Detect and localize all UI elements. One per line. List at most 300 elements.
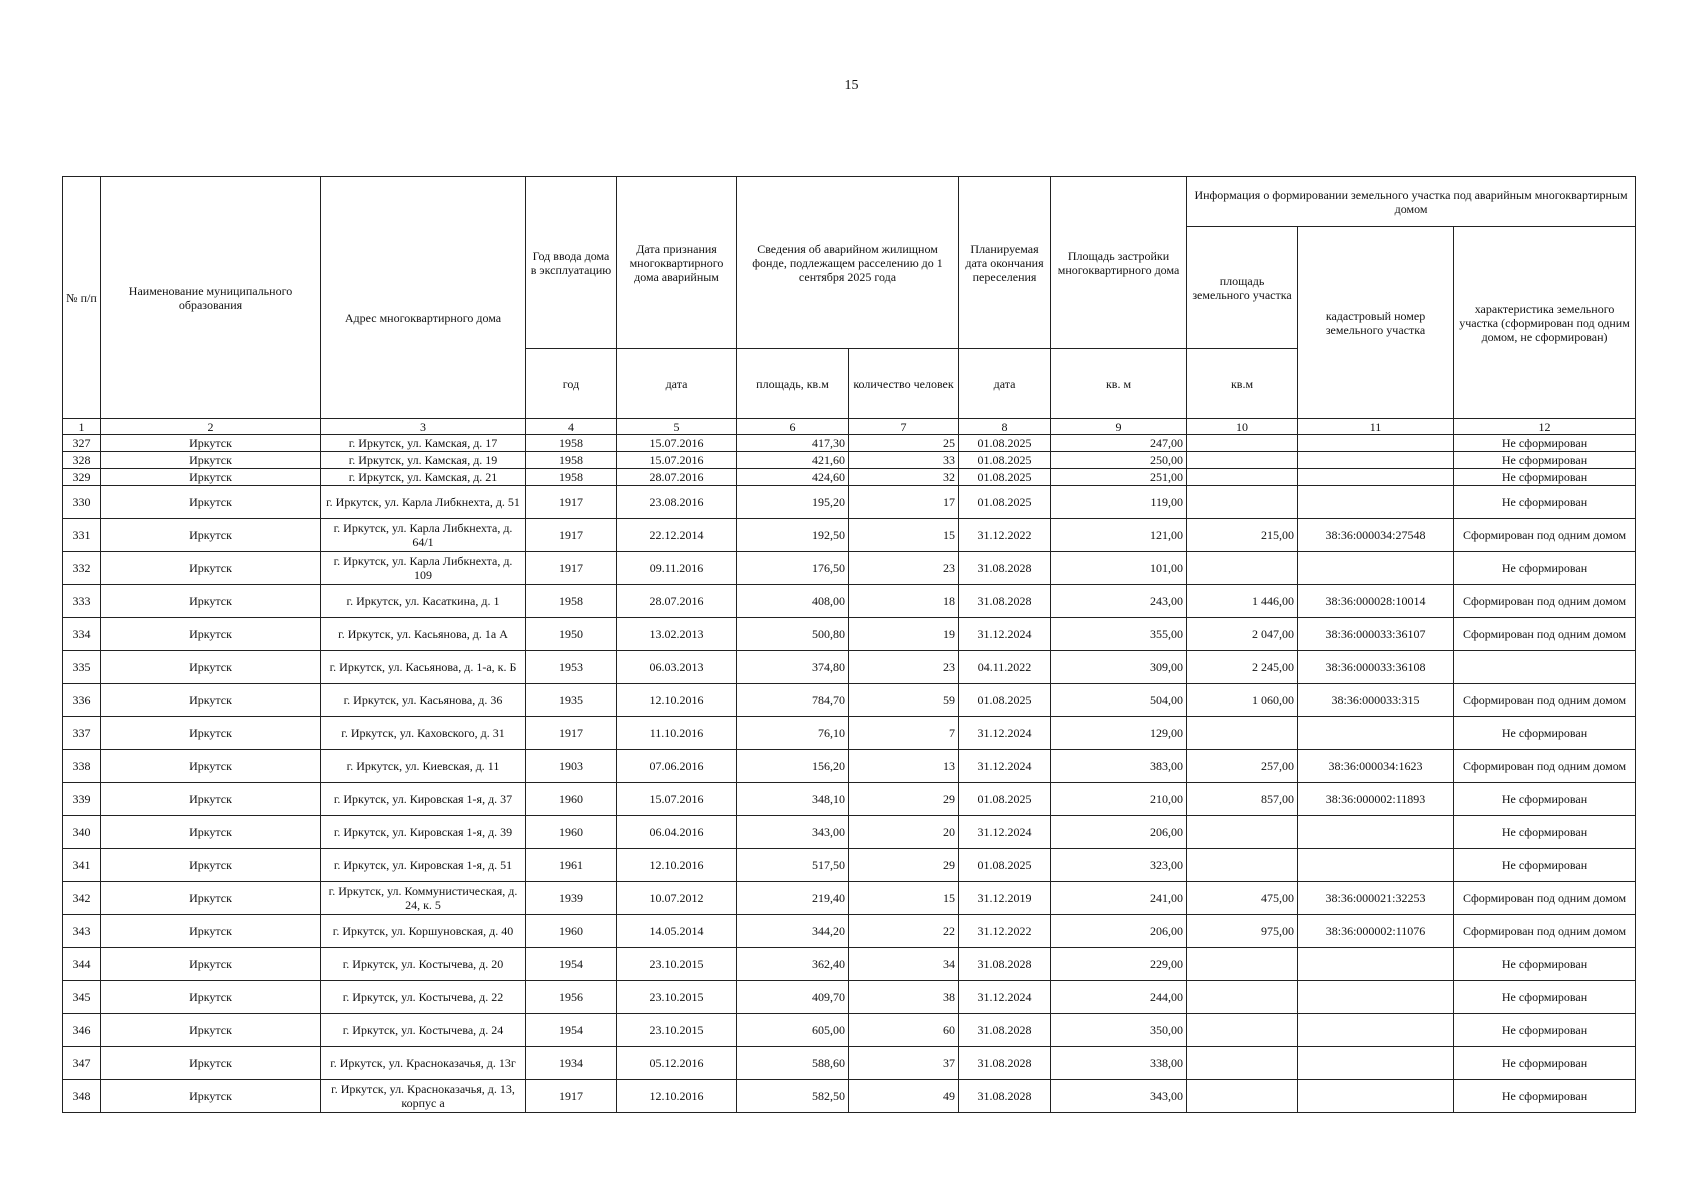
cell-planned-end: 31.08.2028 <box>959 1080 1051 1113</box>
cell-address: г. Иркутск, ул. Костычева, д. 24 <box>321 1014 526 1047</box>
cell-municipality: Иркутск <box>101 816 321 849</box>
cell-planned-end: 31.08.2028 <box>959 948 1051 981</box>
cell-year: 1917 <box>526 717 617 750</box>
cell-people: 15 <box>849 519 959 552</box>
table-row <box>63 948 1636 981</box>
cell-address: г. Иркутск, ул. Камская, д. 21 <box>321 469 526 486</box>
cell-municipality: Иркутск <box>101 717 321 750</box>
cell-area: 176,50 <box>737 552 849 585</box>
unit-sqm-land: кв.м <box>1187 349 1298 419</box>
cell-year: 1960 <box>526 816 617 849</box>
table-row <box>63 816 1636 849</box>
cell-land-area <box>1187 435 1298 452</box>
cell-land-area <box>1187 1047 1298 1080</box>
cell-cadastral: 38:36:000028:10014 <box>1298 585 1454 618</box>
cell-area: 219,40 <box>737 882 849 915</box>
cell-year: 1917 <box>526 1080 617 1113</box>
header-municipality: Наименование муниципального образования <box>101 177 321 419</box>
cell-area: 156,20 <box>737 750 849 783</box>
cell-cadastral <box>1298 452 1454 469</box>
cell-year: 1934 <box>526 1047 617 1080</box>
cell-area: 417,30 <box>737 435 849 452</box>
cell-people: 25 <box>849 435 959 452</box>
cell-building-area: 251,00 <box>1051 469 1187 486</box>
cell-planned-end: 31.12.2024 <box>959 618 1051 651</box>
cell-land-status: Не сформирован <box>1454 452 1636 469</box>
column-number: 8 <box>959 419 1051 435</box>
cell-address: г. Иркутск, ул. Касьянова, д. 36 <box>321 684 526 717</box>
cell-people: 22 <box>849 915 959 948</box>
header-address: Адрес многоквартирного дома <box>321 177 526 419</box>
cell-land-area: 975,00 <box>1187 915 1298 948</box>
header-planned-end: Планируемая дата окончания переселения <box>959 177 1051 349</box>
cell-num: 346 <box>63 1014 101 1047</box>
cell-people: 23 <box>849 651 959 684</box>
cell-recognition-date: 11.10.2016 <box>617 717 737 750</box>
cell-people: 23 <box>849 552 959 585</box>
cell-num: 328 <box>63 452 101 469</box>
cell-num: 335 <box>63 651 101 684</box>
cell-building-area: 343,00 <box>1051 1080 1187 1113</box>
cell-cadastral <box>1298 486 1454 519</box>
cell-people: 38 <box>849 981 959 1014</box>
cell-address: г. Иркутск, ул. Кировская 1-я, д. 39 <box>321 816 526 849</box>
cell-planned-end: 31.08.2028 <box>959 1047 1051 1080</box>
cell-people: 18 <box>849 585 959 618</box>
cell-address: г. Иркутск, ул. Костычева, д. 22 <box>321 981 526 1014</box>
cell-land-status: Не сформирован <box>1454 849 1636 882</box>
cell-cadastral <box>1298 469 1454 486</box>
unit-people: количество человек <box>849 349 959 419</box>
unit-area: площадь, кв.м <box>737 349 849 419</box>
cell-land-status: Сформирован под одним домом <box>1454 684 1636 717</box>
cell-people: 13 <box>849 750 959 783</box>
cell-year: 1961 <box>526 849 617 882</box>
cell-recognition-date: 23.10.2015 <box>617 1014 737 1047</box>
cell-area: 76,10 <box>737 717 849 750</box>
cell-address: г. Иркутск, ул. Киевская, д. 11 <box>321 750 526 783</box>
cell-municipality: Иркутск <box>101 783 321 816</box>
cell-planned-end: 01.08.2025 <box>959 849 1051 882</box>
column-number: 6 <box>737 419 849 435</box>
cell-land-status: Не сформирован <box>1454 981 1636 1014</box>
cell-building-area: 244,00 <box>1051 981 1187 1014</box>
cell-recognition-date: 23.10.2015 <box>617 981 737 1014</box>
cell-planned-end: 04.11.2022 <box>959 651 1051 684</box>
cell-building-area: 323,00 <box>1051 849 1187 882</box>
cell-land-status: Сформирован под одним домом <box>1454 882 1636 915</box>
cell-land-status: Не сформирован <box>1454 1014 1636 1047</box>
cell-recognition-date: 12.10.2016 <box>617 684 737 717</box>
column-number: 1 <box>63 419 101 435</box>
table-row <box>63 618 1636 651</box>
column-numbers-row <box>63 419 1636 435</box>
cell-municipality: Иркутск <box>101 469 321 486</box>
cell-municipality: Иркутск <box>101 435 321 452</box>
cell-planned-end: 31.12.2024 <box>959 816 1051 849</box>
cell-year: 1958 <box>526 585 617 618</box>
table-row <box>63 783 1636 816</box>
cell-area: 374,80 <box>737 651 849 684</box>
table-row <box>63 1014 1636 1047</box>
table-row <box>63 1047 1636 1080</box>
cell-area: 517,50 <box>737 849 849 882</box>
cell-recognition-date: 10.07.2012 <box>617 882 737 915</box>
cell-land-status: Сформирован под одним домом <box>1454 915 1636 948</box>
table-row <box>63 651 1636 684</box>
cell-area: 588,60 <box>737 1047 849 1080</box>
cell-municipality: Иркутск <box>101 1080 321 1113</box>
cell-recognition-date: 15.07.2016 <box>617 435 737 452</box>
cell-num: 337 <box>63 717 101 750</box>
cell-planned-end: 01.08.2025 <box>959 684 1051 717</box>
cell-recognition-date: 13.02.2013 <box>617 618 737 651</box>
cell-cadastral: 38:36:000033:315 <box>1298 684 1454 717</box>
cell-land-status: Не сформирован <box>1454 717 1636 750</box>
cell-year: 1956 <box>526 981 617 1014</box>
cell-year: 1954 <box>526 1014 617 1047</box>
column-number: 7 <box>849 419 959 435</box>
cell-land-status: Не сформирован <box>1454 486 1636 519</box>
cell-num: 331 <box>63 519 101 552</box>
cell-people: 34 <box>849 948 959 981</box>
cell-address: г. Иркутск, ул. Кировская 1-я, д. 51 <box>321 849 526 882</box>
column-number: 9 <box>1051 419 1187 435</box>
cell-building-area: 206,00 <box>1051 816 1187 849</box>
cell-recognition-date: 05.12.2016 <box>617 1047 737 1080</box>
header-recognition-date: Дата признания многоквартирного дома аварийным <box>617 177 737 349</box>
cell-area: 582,50 <box>737 1080 849 1113</box>
cell-area: 192,50 <box>737 519 849 552</box>
cell-cadastral <box>1298 1014 1454 1047</box>
cell-land-status: Сформирован под одним домом <box>1454 618 1636 651</box>
column-number: 11 <box>1298 419 1454 435</box>
cell-recognition-date: 09.11.2016 <box>617 552 737 585</box>
cell-num: 348 <box>63 1080 101 1113</box>
cell-building-area: 119,00 <box>1051 486 1187 519</box>
cell-area: 362,40 <box>737 948 849 981</box>
cell-municipality: Иркутск <box>101 849 321 882</box>
cell-land-status: Сформирован под одним домом <box>1454 519 1636 552</box>
cell-address: г. Иркутск, ул. Красноказачья, д. 13, корпус а <box>321 1080 526 1113</box>
cell-planned-end: 31.12.2022 <box>959 915 1051 948</box>
cell-land-status: Не сформирован <box>1454 435 1636 452</box>
cell-building-area: 355,00 <box>1051 618 1187 651</box>
table-header <box>63 177 1636 435</box>
cell-municipality: Иркутск <box>101 452 321 469</box>
cell-people: 7 <box>849 717 959 750</box>
cell-building-area: 241,00 <box>1051 882 1187 915</box>
cell-people: 37 <box>849 1047 959 1080</box>
cell-cadastral <box>1298 1047 1454 1080</box>
cell-land-area <box>1187 948 1298 981</box>
column-number: 10 <box>1187 419 1298 435</box>
header-emergency-info: Сведения об аварийном жилищном фонде, подлежащем расселению до 1 сентября 2025 года <box>737 177 959 349</box>
cell-num: 327 <box>63 435 101 452</box>
cell-cadastral <box>1298 849 1454 882</box>
cell-area: 421,60 <box>737 452 849 469</box>
cell-address: г. Иркутск, ул. Костычева, д. 20 <box>321 948 526 981</box>
cell-building-area: 229,00 <box>1051 948 1187 981</box>
cell-municipality: Иркутск <box>101 552 321 585</box>
cell-building-area: 243,00 <box>1051 585 1187 618</box>
cell-cadastral: 38:36:000002:11893 <box>1298 783 1454 816</box>
table-row <box>63 849 1636 882</box>
cell-municipality: Иркутск <box>101 915 321 948</box>
cell-people: 20 <box>849 816 959 849</box>
cell-year: 1960 <box>526 915 617 948</box>
cell-people: 19 <box>849 618 959 651</box>
cell-area: 784,70 <box>737 684 849 717</box>
cell-planned-end: 31.12.2024 <box>959 750 1051 783</box>
cell-area: 605,00 <box>737 1014 849 1047</box>
cell-address: г. Иркутск, ул. Касаткина, д. 1 <box>321 585 526 618</box>
cell-num: 344 <box>63 948 101 981</box>
cell-planned-end: 01.08.2025 <box>959 469 1051 486</box>
cell-planned-end: 01.08.2025 <box>959 452 1051 469</box>
cell-address: г. Иркутск, ул. Касьянова, д. 1-а, к. Б <box>321 651 526 684</box>
cell-area: 408,00 <box>737 585 849 618</box>
header-land-status: характеристика земельного участка (сформирован под одним домом, не сформирован) <box>1454 227 1636 419</box>
cell-land-area: 857,00 <box>1187 783 1298 816</box>
cell-building-area: 121,00 <box>1051 519 1187 552</box>
cell-land-status: Сформирован под одним домом <box>1454 585 1636 618</box>
column-number: 4 <box>526 419 617 435</box>
cell-area: 424,60 <box>737 469 849 486</box>
cell-building-area: 210,00 <box>1051 783 1187 816</box>
cell-land-area: 1 060,00 <box>1187 684 1298 717</box>
cell-year: 1960 <box>526 783 617 816</box>
cell-num: 334 <box>63 618 101 651</box>
cell-land-area <box>1187 452 1298 469</box>
table-row <box>63 486 1636 519</box>
cell-recognition-date: 12.10.2016 <box>617 1080 737 1113</box>
table-row <box>63 750 1636 783</box>
cell-address: г. Иркутск, ул. Карла Либкнехта, д. 51 <box>321 486 526 519</box>
cell-land-area: 2 245,00 <box>1187 651 1298 684</box>
cell-area: 348,10 <box>737 783 849 816</box>
cell-cadastral <box>1298 552 1454 585</box>
cell-num: 329 <box>63 469 101 486</box>
cell-address: г. Иркутск, ул. Красноказачья, д. 13г <box>321 1047 526 1080</box>
cell-planned-end: 31.08.2028 <box>959 1014 1051 1047</box>
table-row <box>63 882 1636 915</box>
cell-recognition-date: 28.07.2016 <box>617 469 737 486</box>
cell-address: г. Иркутск, ул. Камская, д. 17 <box>321 435 526 452</box>
cell-people: 17 <box>849 486 959 519</box>
unit-date-end: дата <box>959 349 1051 419</box>
header-land-area: площадь земельного участка <box>1187 227 1298 349</box>
cell-num: 342 <box>63 882 101 915</box>
cell-cadastral: 38:36:000002:11076 <box>1298 915 1454 948</box>
cell-year: 1954 <box>526 948 617 981</box>
unit-date: дата <box>617 349 737 419</box>
header-building-area: Площадь застройки многоквартирного дома <box>1051 177 1187 349</box>
cell-municipality: Иркутск <box>101 882 321 915</box>
cell-recognition-date: 22.12.2014 <box>617 519 737 552</box>
cell-building-area: 338,00 <box>1051 1047 1187 1080</box>
cell-building-area: 383,00 <box>1051 750 1187 783</box>
cell-cadastral: 38:36:000021:32253 <box>1298 882 1454 915</box>
cell-num: 332 <box>63 552 101 585</box>
cell-recognition-date: 28.07.2016 <box>617 585 737 618</box>
table-row <box>63 915 1636 948</box>
cell-planned-end: 01.08.2025 <box>959 486 1051 519</box>
cell-building-area: 350,00 <box>1051 1014 1187 1047</box>
cell-num: 330 <box>63 486 101 519</box>
column-number: 3 <box>321 419 526 435</box>
table-row <box>63 981 1636 1014</box>
cell-recognition-date: 23.08.2016 <box>617 486 737 519</box>
cell-building-area: 504,00 <box>1051 684 1187 717</box>
unit-year: год <box>526 349 617 419</box>
cell-people: 60 <box>849 1014 959 1047</box>
cell-address: г. Иркутск, ул. Коршуновская, д. 40 <box>321 915 526 948</box>
cell-municipality: Иркутск <box>101 486 321 519</box>
cell-land-area: 215,00 <box>1187 519 1298 552</box>
cell-land-area <box>1187 981 1298 1014</box>
cell-municipality: Иркутск <box>101 684 321 717</box>
cell-year: 1950 <box>526 618 617 651</box>
unit-sqm: кв. м <box>1051 349 1187 419</box>
cell-address: г. Иркутск, ул. Карла Либкнехта, д. 109 <box>321 552 526 585</box>
cell-recognition-date: 06.04.2016 <box>617 816 737 849</box>
cell-municipality: Иркутск <box>101 948 321 981</box>
column-number: 2 <box>101 419 321 435</box>
cell-year: 1958 <box>526 469 617 486</box>
cell-municipality: Иркутск <box>101 651 321 684</box>
cell-building-area: 247,00 <box>1051 435 1187 452</box>
cell-land-status: Не сформирован <box>1454 1047 1636 1080</box>
cell-planned-end: 31.08.2028 <box>959 552 1051 585</box>
cell-cadastral: 38:36:000033:36108 <box>1298 651 1454 684</box>
cell-land-status: Не сформирован <box>1454 783 1636 816</box>
cell-year: 1958 <box>526 435 617 452</box>
cell-year: 1939 <box>526 882 617 915</box>
cell-municipality: Иркутск <box>101 981 321 1014</box>
cell-planned-end: 31.12.2024 <box>959 981 1051 1014</box>
cell-land-area: 1 446,00 <box>1187 585 1298 618</box>
cell-cadastral <box>1298 717 1454 750</box>
header-num: № п/п <box>63 177 101 419</box>
cell-area: 500,80 <box>737 618 849 651</box>
cell-building-area: 250,00 <box>1051 452 1187 469</box>
cell-num: 341 <box>63 849 101 882</box>
cell-year: 1917 <box>526 552 617 585</box>
table-body <box>63 435 1636 1113</box>
cell-year: 1958 <box>526 452 617 469</box>
cell-building-area: 129,00 <box>1051 717 1187 750</box>
table-row <box>63 552 1636 585</box>
cell-address: г. Иркутск, ул. Касьянова, д. 1а А <box>321 618 526 651</box>
cell-num: 343 <box>63 915 101 948</box>
cell-cadastral: 38:36:000034:27548 <box>1298 519 1454 552</box>
cell-recognition-date: 15.07.2016 <box>617 452 737 469</box>
cell-land-area <box>1187 717 1298 750</box>
cell-people: 15 <box>849 882 959 915</box>
cell-cadastral <box>1298 1080 1454 1113</box>
cell-planned-end: 31.12.2019 <box>959 882 1051 915</box>
cell-address: г. Иркутск, ул. Каховского, д. 31 <box>321 717 526 750</box>
cell-cadastral <box>1298 816 1454 849</box>
cell-municipality: Иркутск <box>101 750 321 783</box>
cell-municipality: Иркутск <box>101 618 321 651</box>
cell-land-area <box>1187 1080 1298 1113</box>
table-row <box>63 684 1636 717</box>
cell-num: 340 <box>63 816 101 849</box>
cell-land-status: Не сформирован <box>1454 1080 1636 1113</box>
column-number: 5 <box>617 419 737 435</box>
cell-num: 345 <box>63 981 101 1014</box>
table-row <box>63 585 1636 618</box>
cell-num: 338 <box>63 750 101 783</box>
cell-num: 333 <box>63 585 101 618</box>
cell-land-status: Не сформирован <box>1454 816 1636 849</box>
cell-cadastral <box>1298 948 1454 981</box>
cell-planned-end: 31.08.2028 <box>959 585 1051 618</box>
cell-year: 1935 <box>526 684 617 717</box>
cell-num: 347 <box>63 1047 101 1080</box>
cell-year: 1917 <box>526 519 617 552</box>
cell-recognition-date: 12.10.2016 <box>617 849 737 882</box>
cell-municipality: Иркутск <box>101 585 321 618</box>
cell-year: 1917 <box>526 486 617 519</box>
table-row <box>63 452 1636 469</box>
cell-year: 1953 <box>526 651 617 684</box>
cell-land-area <box>1187 552 1298 585</box>
cell-address: г. Иркутск, ул. Карла Либкнехта, д. 64/1 <box>321 519 526 552</box>
cell-people: 29 <box>849 783 959 816</box>
table-row <box>63 1080 1636 1113</box>
header-year: Год ввода дома в эксплуатацию <box>526 177 617 349</box>
cell-land-status: Сформирован под одним домом <box>1454 750 1636 783</box>
cell-land-area <box>1187 849 1298 882</box>
cell-land-area <box>1187 469 1298 486</box>
cell-recognition-date: 23.10.2015 <box>617 948 737 981</box>
cell-area: 344,20 <box>737 915 849 948</box>
cell-municipality: Иркутск <box>101 1014 321 1047</box>
cell-recognition-date: 07.06.2016 <box>617 750 737 783</box>
cell-recognition-date: 06.03.2013 <box>617 651 737 684</box>
cell-land-area <box>1187 1014 1298 1047</box>
cell-address: г. Иркутск, ул. Кировская 1-я, д. 37 <box>321 783 526 816</box>
cell-building-area: 101,00 <box>1051 552 1187 585</box>
cell-land-status <box>1454 651 1636 684</box>
cell-building-area: 309,00 <box>1051 651 1187 684</box>
cell-municipality: Иркутск <box>101 1047 321 1080</box>
page-number: 15 <box>844 78 859 93</box>
cell-people: 59 <box>849 684 959 717</box>
table-row <box>63 469 1636 486</box>
cell-land-status: Не сформирован <box>1454 469 1636 486</box>
cell-people: 32 <box>849 469 959 486</box>
header-cadastral: кадастровый номер земельного участка <box>1298 227 1454 419</box>
cell-year: 1903 <box>526 750 617 783</box>
header-land-info: Информация о формировании земельного участка под аварийным многоквартирным домом <box>1187 177 1636 227</box>
cell-land-area <box>1187 816 1298 849</box>
cell-num: 339 <box>63 783 101 816</box>
cell-land-status: Не сформирован <box>1454 552 1636 585</box>
cell-num: 336 <box>63 684 101 717</box>
cell-land-area <box>1187 486 1298 519</box>
cell-land-status: Не сформирован <box>1454 948 1636 981</box>
cell-area: 409,70 <box>737 981 849 1014</box>
cell-area: 343,00 <box>737 816 849 849</box>
column-number: 12 <box>1454 419 1636 435</box>
cell-land-area: 257,00 <box>1187 750 1298 783</box>
cell-land-area: 2 047,00 <box>1187 618 1298 651</box>
table-row <box>63 717 1636 750</box>
